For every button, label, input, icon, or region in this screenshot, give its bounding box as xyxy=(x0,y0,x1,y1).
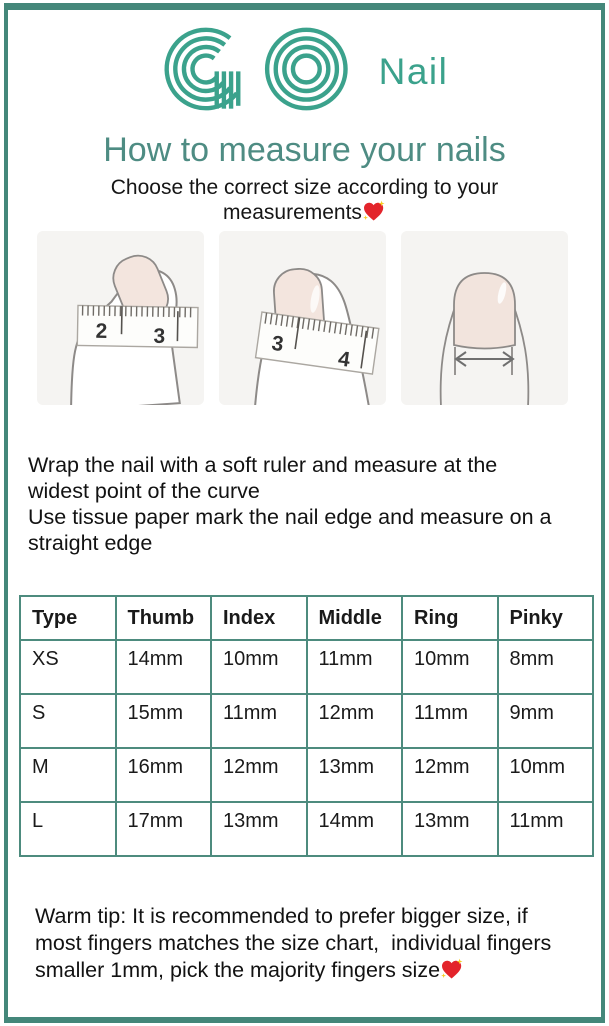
subtitle-line: measurements xyxy=(0,200,609,225)
size-type-cell: XS xyxy=(20,640,116,694)
size-type-cell: L xyxy=(20,802,116,856)
size-value-cell: 10mm xyxy=(402,640,498,694)
width-arrow-icon xyxy=(456,352,513,366)
brand-name: Nail xyxy=(378,51,449,92)
size-value-cell: 10mm xyxy=(498,748,594,802)
table-body xyxy=(20,640,593,856)
size-type-cell: M xyxy=(20,748,116,802)
table-row xyxy=(20,694,593,748)
warm-tip-line: Warm tip: It is recommended to prefer bigger size, if xyxy=(35,904,528,928)
sparkling-heart-emoji xyxy=(362,200,386,222)
column-header: Pinky xyxy=(498,596,594,640)
illustration-wrap-nail-tip xyxy=(37,231,204,405)
size-value-cell: 10mm xyxy=(211,640,307,694)
measurement-illustrations xyxy=(37,231,568,405)
column-header: Thumb xyxy=(116,596,212,640)
column-header: Type xyxy=(20,596,116,640)
size-value-cell: 11mm xyxy=(211,694,307,748)
table-header-row xyxy=(20,596,593,640)
size-value-cell: 13mm xyxy=(307,748,403,802)
size-value-cell: 17mm xyxy=(116,802,212,856)
size-value-cell: 12mm xyxy=(402,748,498,802)
tape-number: 2 xyxy=(95,319,108,343)
instruction-line: straight edge xyxy=(28,531,153,555)
page-title: How to measure your nails xyxy=(103,131,506,169)
table-row xyxy=(20,802,593,856)
illustration-nail-width xyxy=(401,231,568,405)
instructions-text xyxy=(28,452,589,556)
size-value-cell: 12mm xyxy=(307,694,403,748)
size-value-cell: 11mm xyxy=(498,802,594,856)
page-subtitle xyxy=(0,175,609,225)
size-value-cell: 9mm xyxy=(498,694,594,748)
instruction-line: widest point of the curve xyxy=(28,479,260,503)
table-head xyxy=(20,596,593,640)
table-row xyxy=(20,640,593,694)
size-value-cell: 14mm xyxy=(307,802,403,856)
size-value-cell: 13mm xyxy=(402,802,498,856)
tape-number: 3 xyxy=(153,324,166,348)
subtitle-line: Choose the correct size according to your xyxy=(110,176,499,199)
size-value-cell: 16mm xyxy=(116,748,212,802)
size-chart-table xyxy=(19,595,594,857)
illustration-wrap-nail-base xyxy=(219,231,386,405)
table-row xyxy=(20,748,593,802)
column-header: Index xyxy=(211,596,307,640)
tape-number: 4 xyxy=(336,347,352,372)
size-value-cell: 8mm xyxy=(498,640,594,694)
instruction-line: Wrap the nail with a soft ruler and measure at the xyxy=(28,453,498,477)
column-header: Ring xyxy=(402,596,498,640)
warm-tip-text xyxy=(35,903,587,984)
instruction-line: Use tissue paper mark the nail edge and measure on a xyxy=(28,505,552,529)
size-value-cell: 13mm xyxy=(211,802,307,856)
size-value-cell: 12mm xyxy=(211,748,307,802)
size-value-cell: 14mm xyxy=(116,640,212,694)
size-value-cell: 11mm xyxy=(402,694,498,748)
warm-tip-line: smaller 1mm, pick the majority fingers size xyxy=(35,957,587,984)
sparkling-heart-emoji xyxy=(440,958,464,980)
size-value-cell: 11mm xyxy=(307,640,403,694)
warm-tip-line: most fingers matches the size chart, individual fingers xyxy=(35,931,552,955)
tape-number: 3 xyxy=(270,331,285,357)
size-type-cell: S xyxy=(20,694,116,748)
column-header: Middle xyxy=(307,596,403,640)
brand-header xyxy=(0,22,609,116)
size-value-cell: 15mm xyxy=(116,694,212,748)
go-logo-icon xyxy=(161,22,357,116)
